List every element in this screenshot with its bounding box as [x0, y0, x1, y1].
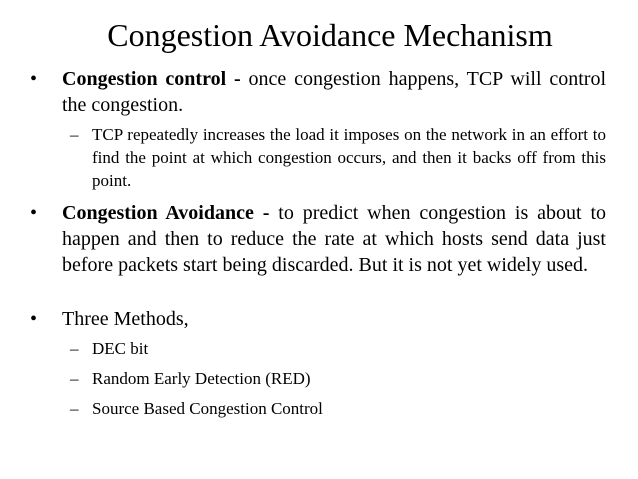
sub-bullet-text: TCP repeatedly increases the load it imposes on the network in an effort to find the point at which congestion occurs, and then it backs off from this point.: [92, 125, 606, 190]
method-item: [70, 364, 606, 394]
bullet-three-methods: [30, 306, 606, 332]
bullet-marker: •: [30, 308, 38, 330]
bullet-marker: •: [30, 68, 38, 90]
bullet-term: Congestion Avoidance -: [62, 202, 270, 224]
bullet-description: once congestion happens, TCP will control the congestion.: [62, 68, 606, 116]
method-item: [70, 334, 606, 364]
dash-marker: –: [70, 369, 79, 388]
sub-bullet-tcp-load: [70, 123, 606, 192]
bullet-text: Three Methods,: [62, 308, 189, 330]
dash-marker: –: [70, 399, 79, 418]
method-text: Random Early Detection (RED): [92, 369, 311, 388]
method-item: [70, 394, 606, 424]
bullet-marker: •: [30, 202, 38, 224]
bullet-description: to predict when congestion is about to happen and then to reduce the rate at which hosts send data just before packets start being discarded. But it is not yet widely used.: [62, 202, 607, 276]
dash-marker: –: [70, 339, 79, 358]
bullet-text: [62, 66, 606, 118]
method-text: DEC bit: [92, 339, 149, 358]
bullet-congestion-control: [30, 66, 606, 118]
bullet-term: Congestion control -: [62, 68, 241, 90]
bullet-text: [62, 200, 606, 278]
method-text: Source Based Congestion Control: [92, 399, 323, 418]
bullet-congestion-avoidance: [30, 200, 606, 278]
dash-marker: –: [70, 125, 79, 144]
slide-title: Congestion Avoidance Mechanism: [107, 17, 553, 53]
